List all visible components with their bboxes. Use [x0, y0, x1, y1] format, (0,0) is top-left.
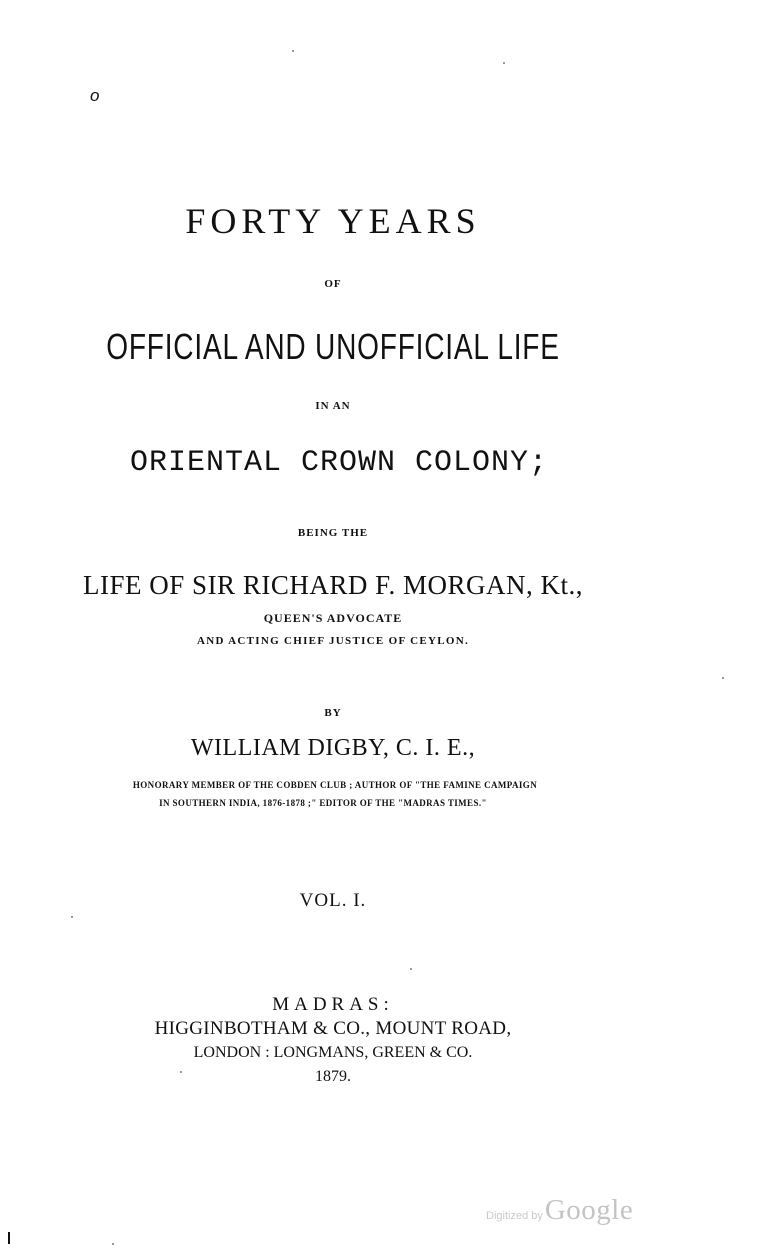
- publication-place: MADRAS:: [272, 994, 394, 1015]
- publication-year: 1879.: [315, 1068, 351, 1085]
- page-edge-mark: [8, 1232, 10, 1244]
- paper-speck: [71, 916, 73, 918]
- author-credit-line-1: HONORARY MEMBER OF THE COBDEN CLUB ; AUTHOR OF "THE FAMINE CAMPAIGN: [132, 780, 538, 790]
- paper-speck: [722, 677, 724, 679]
- digitized-watermark: [486, 1194, 633, 1227]
- connector-by: BY: [324, 707, 342, 719]
- subject-role-2: AND ACTING CHIEF JUSTICE OF CEYLON.: [196, 635, 470, 647]
- paper-speck: [503, 62, 505, 64]
- google-logo-text: Google: [544, 1194, 634, 1226]
- title-heading: FORTY YEARS: [185, 201, 481, 241]
- author-credit-line-2: IN SOUTHERN INDIA, 1876-1878 ;" EDITOR OF THE "MADRAS TIMES.": [159, 798, 487, 808]
- author-name: WILLIAM DIGBY, C. I. E.,: [190, 735, 476, 761]
- digitized-by-text: Digitized by: [486, 1210, 543, 1222]
- paper-speck: [292, 50, 294, 52]
- connector-of: OF: [324, 278, 342, 290]
- title-subheading: OFFICIAL AND UNOFFICIAL LIFE: [106, 326, 560, 367]
- paper-speck: [410, 968, 412, 970]
- connector-in-an: IN AN: [315, 400, 351, 412]
- subject-line: LIFE OF SIR RICHARD F. MORGAN, Kt.,: [83, 570, 583, 600]
- publisher-line: HIGGINBOTHAM & CO., MOUNT ROAD,: [154, 1018, 512, 1039]
- volume-number: VOL. I.: [299, 890, 367, 911]
- paper-speck: [180, 1071, 182, 1073]
- connector-being-the: BEING THE: [297, 527, 369, 539]
- corner-mark: o: [90, 86, 100, 105]
- subject-role-1: QUEEN'S ADVOCATE: [263, 611, 403, 625]
- title-colony: ORIENTAL CROWN COLONY;: [129, 446, 549, 480]
- paper-speck: [112, 1243, 114, 1245]
- london-publisher-line: LONDON : LONGMANS, GREEN & CO.: [193, 1044, 473, 1061]
